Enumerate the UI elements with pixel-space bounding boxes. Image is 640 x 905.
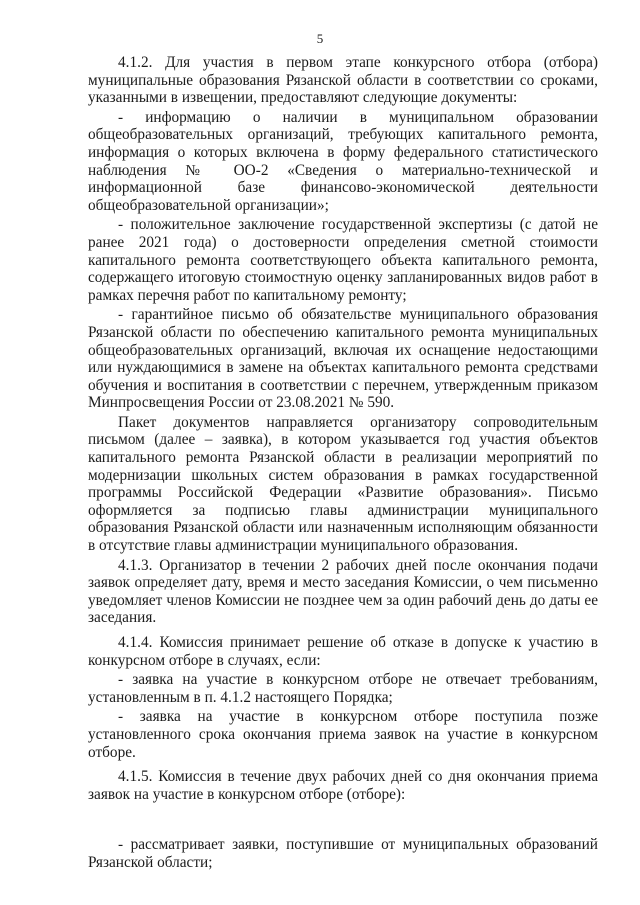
list-item-review: - рассматривает заявки, поступившие от муниципальных образований Рязанской области; [88, 836, 598, 871]
list-item-late: - заявка на участие в конкурсном отборе поступила позже установленного срока окончания приема заявок на участие в конкурсном отборе. [88, 708, 598, 761]
list-item-expertise: - положительное заключение государственной экспертизы (с датой не ранее 2021 года) о достоверности определения сметной стоимости капитального ремонта соответствующего объекта капитального ремонта, содержащего итоговую стоимостную оценку запланированных видов работ в рамках перечня работ по капитальному ремонту; [88, 216, 598, 304]
paragraph-application-package: Пакет документов направляется организатору сопроводительным письмом (далее – заявка), в котором указывается год участия объектов капитального ремонта Рязанской области в реализации мероприятий по модернизации школьных систем образования в рамках государственной программы Российской Федерации «Развитие образования». Письмо оформляется за подписью главы администрации муниципального образования Рязанской области или назначенным исполняющим обязанности в отсутствие главы администрации муниципального образования. [88, 413, 598, 555]
page-number: 5 [316, 31, 324, 46]
list-item-info: - информацию о наличии в муниципальном образовании общеобразовательных организаций, требующих капитального ремонта, информация о которых включена в форму федерального статистического наблюдения № ОО-2 «Сведения о материально-технической и информационной базе финансово-экономической деятельности общеобразовательной организации»; [88, 108, 598, 214]
list-item-guarantee-letter: - гарантийное письмо об обязательстве муниципального образования Рязанской области по обеспечению капитального ремонта муниципальных общеобразовательных организаций, включая их оснащение недостающими или нуждающимися в замене на объектах капитального ремонта средствами обучения и воспитания в соответствии с перечнем, утвержденным приказом Минпросвещения России от 23.08.2021 № 590. [88, 306, 598, 412]
list-item-requirements: - заявка на участие в конкурсном отборе не отвечает требованиям, установленным в п. 4.1.2 настоящего Порядка; [88, 671, 598, 706]
paragraph-4-1-2: 4.1.2. Для участия в первом этапе конкурсного отбора (отбора) муниципальные образования Рязанской области в соответствии со сроками, указанными в извещении, предоставляют следующие документы: [88, 54, 598, 107]
document-body [88, 54, 598, 872]
paragraph-4-1-4: 4.1.4. Комиссия принимает решение об отказе в допуске к участию в конкурсном отборе в случаях, если: [88, 634, 598, 669]
paragraph-4-1-3: 4.1.3. Организатор в течении 2 рабочих дней после окончания подачи заявок определяет дату, время и место заседания Комиссии, о чем письменно уведомляет членов Комиссии не позднее чем за один рабочий день до даты ее заседания. [88, 556, 598, 627]
paragraph-4-1-5: 4.1.5. Комиссия в течение двух рабочих дней со дня окончания приема заявок на участие в конкурсном отборе (отборе): [88, 768, 598, 803]
